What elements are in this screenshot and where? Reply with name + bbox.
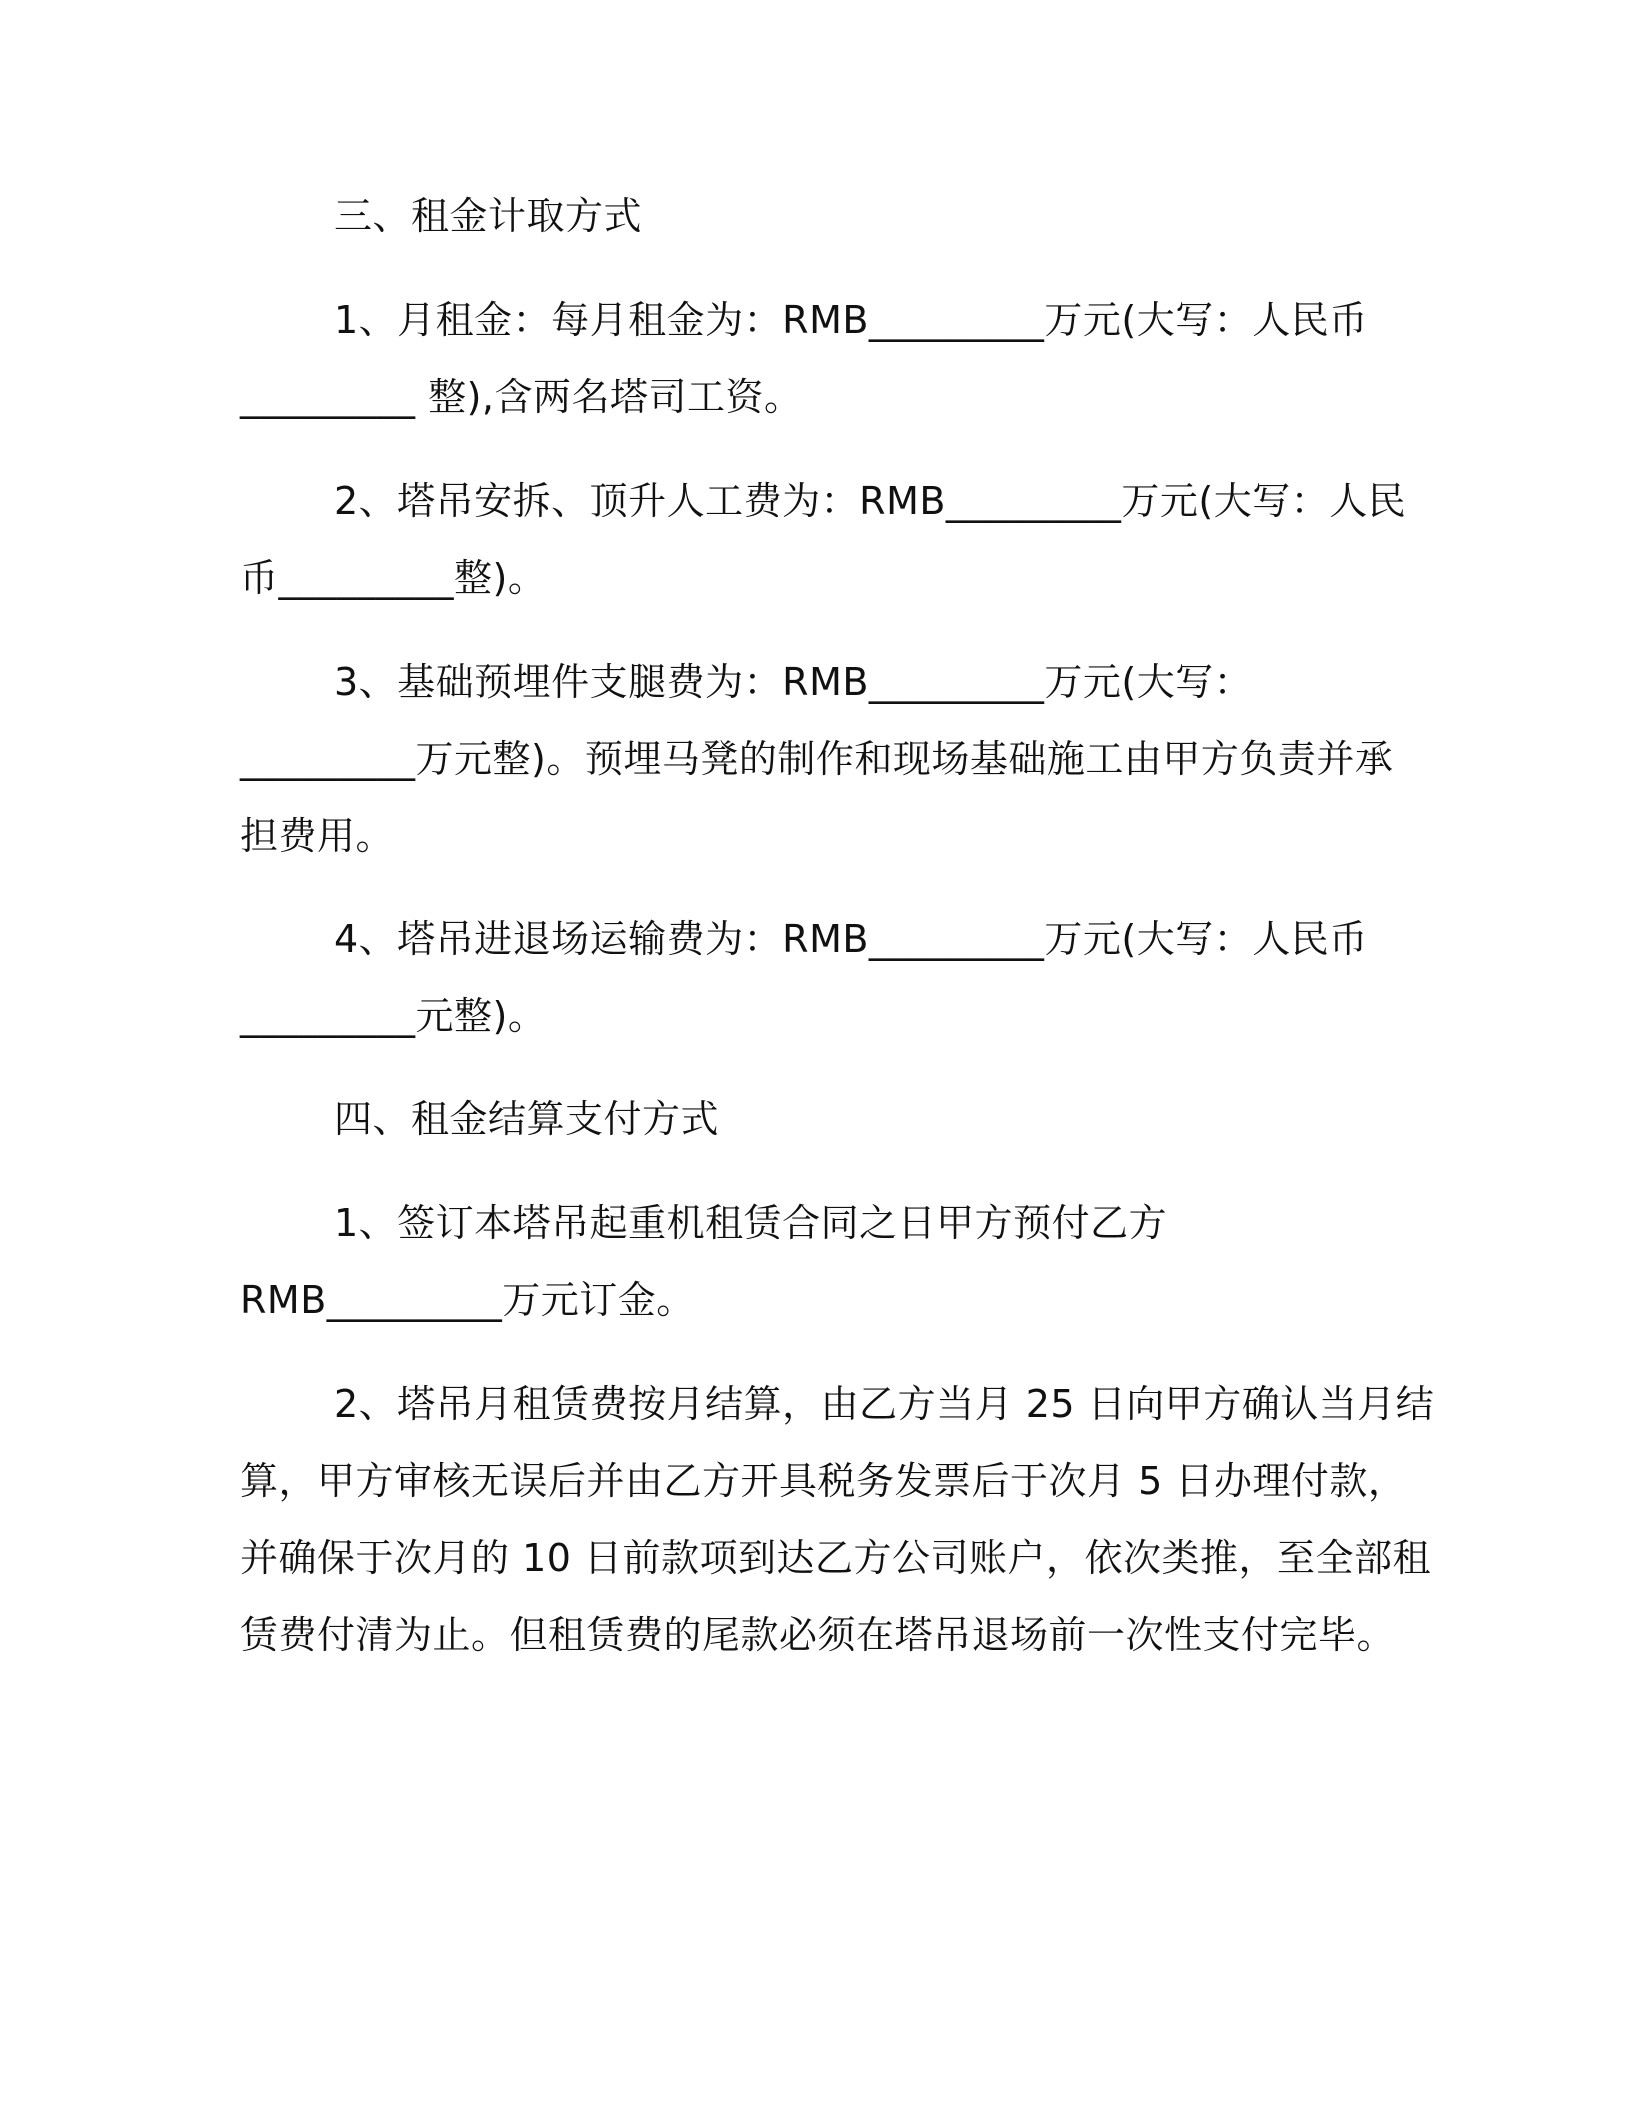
section-3-item-4-line-1: 4、塔吊进退场运输费为：RMB_________万元(大写：人民币 [334, 917, 1368, 961]
section-3-item-1-line-1: 1、月租金：每月租金为：RMB_________万元(大写：人民币 [334, 298, 1368, 342]
section-3-heading: 三、租金计取方式 [334, 194, 643, 238]
section-3-item-3-line-2: _________万元整)。预埋马凳的制作和现场基础施工由甲方负责并承 [240, 737, 1394, 781]
section-4-heading: 四、租金结算支付方式 [334, 1097, 720, 1141]
section-3-item-3-line-3: 担费用。 [240, 814, 395, 858]
section-3-item-2-line-1: 2、塔吊安拆、顶升人工费为：RMB_________万元(大写：人民 [334, 479, 1407, 523]
section-4-item-2-line-3: 并确保于次月的 10 日前款项到达乙方公司账户，依次类推，至全部租 [240, 1536, 1432, 1580]
section-4-item-2-line-4: 赁费付清为止。但租赁费的尾款必须在塔吊退场前一次性支付完毕。 [240, 1613, 1396, 1657]
section-4-item-1-line-1: 1、签订本塔吊起重机租赁合同之日甲方预付乙方 [334, 1201, 1168, 1245]
section-4-item-2-line-2: 算，甲方审核无误后并由乙方开具税务发票后于次月 5 日办理付款， [240, 1459, 1407, 1503]
section-3-item-2-line-2: 币_________整)。 [240, 556, 547, 600]
section-4-item-2-line-1: 2、塔吊月租赁费按月结算，由乙方当月 25 日向甲方确认当月结 [334, 1382, 1435, 1426]
section-3-item-1-line-2: _________ 整),含两名塔司工资。 [240, 375, 803, 419]
section-3-item-4-line-2: _________元整)。 [240, 994, 547, 1038]
section-4-item-1-line-2: RMB_________万元订金。 [240, 1278, 695, 1322]
section-3-item-3-line-1: 3、基础预埋件支腿费为：RMB_________万元(大写： [334, 660, 1253, 704]
